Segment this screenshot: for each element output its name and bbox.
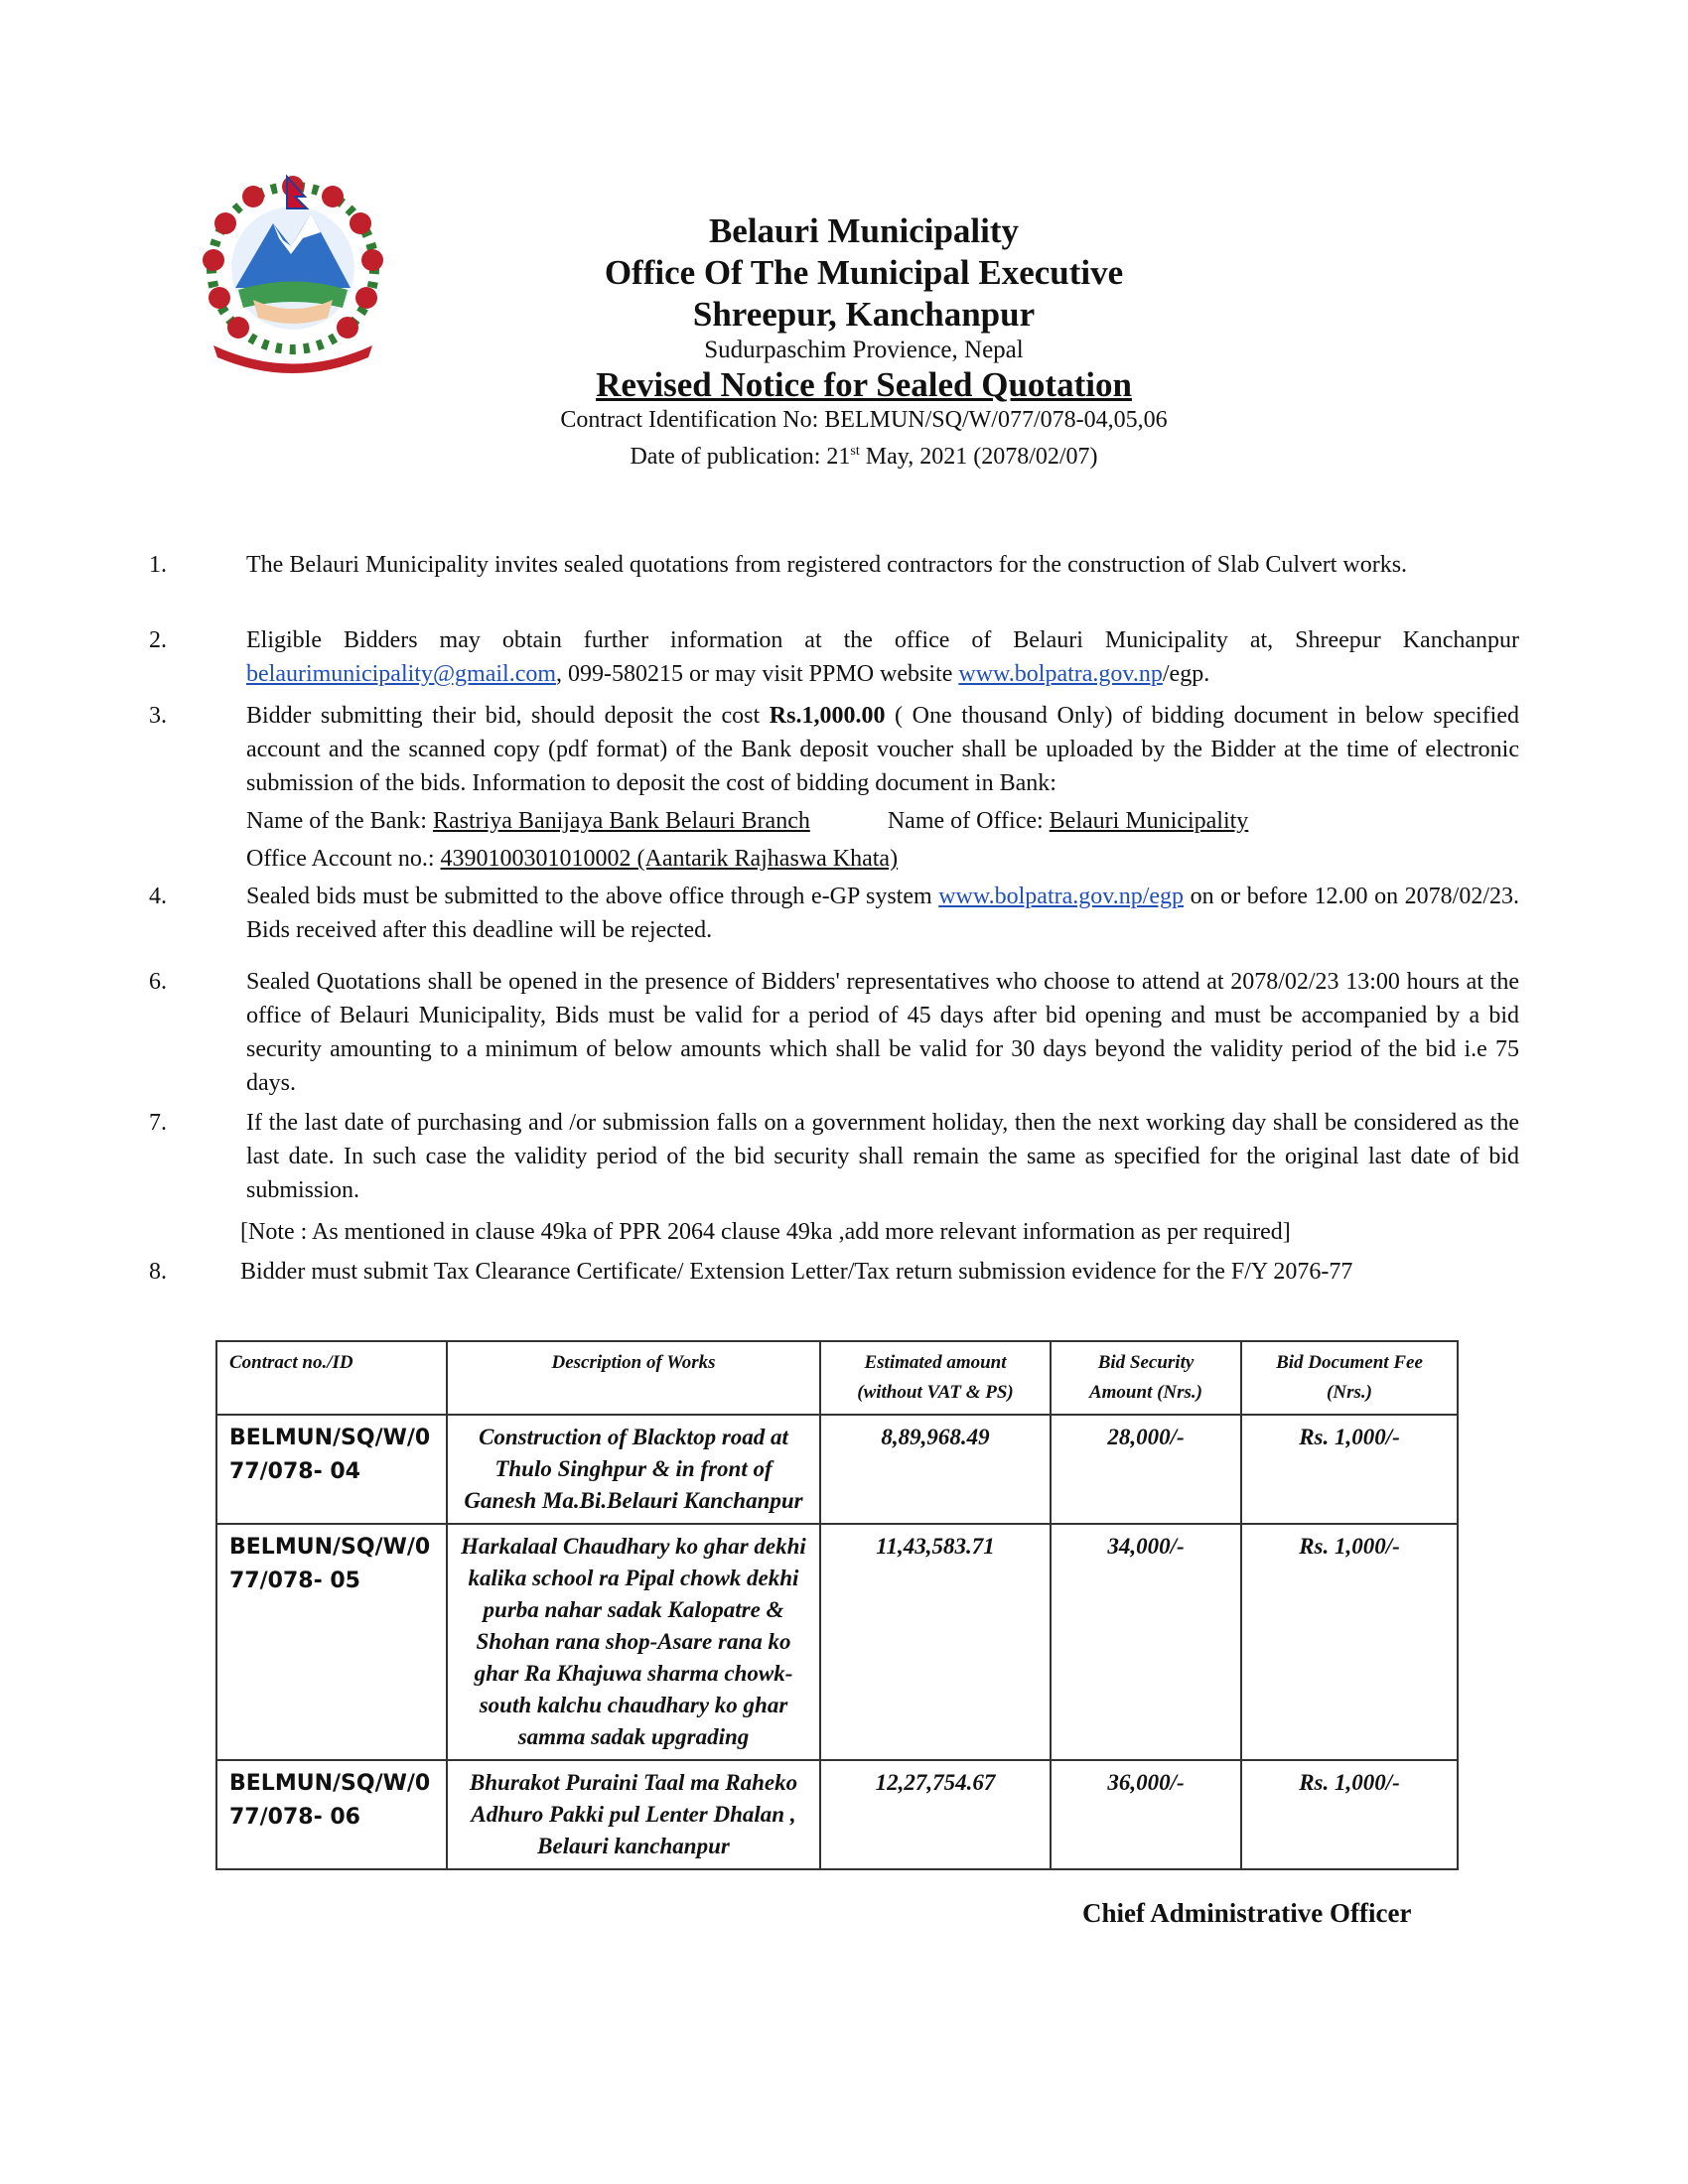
contract-id-value: BELMUN/SQ/W/077/078-04,05,06	[824, 407, 1168, 433]
doc-fee-cell: Rs. 1,000/-	[1241, 1524, 1458, 1760]
clause-number: 1.	[149, 552, 167, 578]
description-cell: Bhurakot Puraini Taal ma Raheko Adhuro Pakki pul Lenter Dhalan , Belauri kanchanpur	[447, 1760, 820, 1869]
col-header-text: (Nrs.)	[1327, 1382, 1372, 1403]
col-header-description: Description of Works	[447, 1341, 820, 1415]
clause-text-part: Eligible Bidders may obtain further information at the office of Belauri Municipality at, Shreepur Kanchanpur	[246, 627, 1519, 653]
clause-text: Bidder must submit Tax Clearance Certificate/ Extension Letter/Tax return submission evidence for the F/Y 2076-77	[240, 1259, 1353, 1285]
account-label: Office Account no.:	[246, 846, 441, 872]
bid-security-cell: 28,000/-	[1051, 1415, 1241, 1524]
clause-text: If the last date of purchasing and /or submission falls on a government holiday, then the next working day shall be considered as the last date. In such case the validity period of the bid security shall remain the same as specified for the original last date of bid submission.	[246, 1110, 1519, 1203]
estimated-amount-cell: 8,89,968.49	[820, 1415, 1051, 1524]
works-table	[215, 1340, 1459, 1870]
clause-text-part: on or before 12.00 on 2078/02/23. Bids received after this deadline will be rejected.	[246, 884, 1519, 943]
table-row	[216, 1760, 1458, 1869]
table-header-row	[216, 1341, 1458, 1415]
col-header-text: Estimated amount	[864, 1352, 1007, 1373]
province-line: Sudurpaschim Provience, Nepal	[704, 337, 1024, 363]
clause-text: The Belauri Municipality invites sealed quotations from registered contractors for the construction of Slab Culvert works.	[246, 552, 1408, 578]
table-row	[216, 1415, 1458, 1524]
account-line	[246, 842, 1519, 876]
publication-date-rest: May, 2021 (2078/02/07)	[859, 444, 1098, 470]
account-number: 4390100301010002 (Aantarik Rajhaswa Khata)	[440, 846, 899, 872]
table-row	[216, 1524, 1458, 1760]
col-header-text: (without VAT & PS)	[857, 1382, 1014, 1403]
office-name-value: Belauri Municipality	[1049, 808, 1249, 834]
doc-fee-cell: Rs. 1,000/-	[1241, 1760, 1458, 1869]
clause-text-part: , 099-580215 or may visit PPMO website	[556, 661, 959, 687]
notice-title: Revised Notice for Sealed Quotation	[596, 365, 1132, 404]
nepal-government-emblem-icon	[184, 169, 402, 377]
notice-header	[397, 210, 1331, 473]
estimated-amount-cell: 11,43,583.71	[820, 1524, 1051, 1760]
contract-identification	[397, 405, 1331, 436]
publication-date-suffix: st	[850, 444, 860, 459]
ppmo-website-link[interactable]: www.bolpatra.gov.np	[958, 661, 1163, 687]
col-header-text: Bid Document Fee	[1276, 1352, 1423, 1373]
email-link[interactable]: belaurimunicipality@gmail.com	[246, 661, 557, 687]
clause-number: 4.	[149, 884, 167, 909]
col-header-text: Amount (Nrs.)	[1088, 1382, 1203, 1403]
mountain-scene	[231, 206, 354, 330]
bid-security-cell: 34,000/-	[1051, 1524, 1241, 1760]
description-cell: Harkalaal Chaudhary ko ghar dekhi kalika school ra Pipal chowk dekhi purba nahar sadak Kalopatre & Shohan rana shop-Asare rana ko ghar Ra Khajuwa sharma chowk-south kalchu chaudhary ko ghar samma sadak upgrading	[447, 1524, 820, 1760]
clause-text-part: /egp.	[1162, 661, 1210, 687]
clause-number: 6.	[149, 969, 167, 995]
clause-text-part: Bidder submitting their bid, should deposit the cost	[246, 703, 770, 729]
col-header-contract-id: Contract no./ID	[216, 1341, 447, 1415]
clause-number: 2.	[149, 627, 167, 653]
office-name: Office Of The Municipal Executive	[604, 253, 1124, 292]
signature-title: Chief Administrative Officer	[1082, 1898, 1412, 1928]
office-location: Shreepur, Kanchanpur	[692, 295, 1036, 334]
contract-id-cell: BELMUN/SQ/W/077/078- 05	[216, 1524, 447, 1760]
ppr-note: [Note : As mentioned in clause 49ka of PPR 2064 clause 49ka ,add more relevant information as per required]	[240, 1219, 1291, 1245]
estimated-amount-cell: 12,27,754.67	[820, 1760, 1051, 1869]
description-cell: Construction of Blacktop road at Thulo Singhpur & in front of Ganesh Ma.Bi.Belauri Kanchanpur	[447, 1415, 820, 1524]
col-header-text: Bid Security	[1097, 1352, 1195, 1373]
municipality-name: Belauri Municipality	[708, 211, 1020, 250]
clause-number: 3.	[149, 703, 167, 729]
publication-date	[397, 436, 1331, 473]
clause-text	[246, 623, 1519, 691]
clause-text: Sealed Quotations shall be opened in the presence of Bidders' representatives who choose to attend at 2078/02/23 13:00 hours at the office of Belauri Municipality, Bids must be valid for a period of 45 days after bid opening and must be accompanied by a bid security amounting to a minimum of below amounts which shall be valid for 30 days beyond the validity period of the bid i.e 75 days.	[246, 969, 1519, 1096]
clause-number: 8.	[149, 1259, 167, 1285]
bank-name: Rastriya Banijaya Bank Belauri Branch	[432, 808, 810, 834]
contract-id-cell: BELMUN/SQ/W/077/078- 06	[216, 1760, 447, 1869]
clause-text-part: Sealed bids must be submitted to the above office through e-GP system	[246, 884, 939, 909]
clause-text	[246, 699, 1519, 876]
contract-id-cell: BELMUN/SQ/W/077/078- 04	[216, 1415, 447, 1524]
col-header-doc-fee	[1241, 1341, 1458, 1415]
clause-number: 7.	[149, 1110, 167, 1136]
egp-link[interactable]: www.bolpatra.gov.np/egp	[938, 884, 1185, 909]
bank-details-line	[246, 804, 1519, 838]
bank-label: Name of the Bank:	[246, 808, 433, 834]
bid-security-cell: 36,000/-	[1051, 1760, 1241, 1869]
clause-text	[246, 880, 1519, 947]
publication-date-label: Date of publication: 21	[630, 444, 851, 470]
contract-id-label: Contract Identification No:	[560, 407, 819, 433]
clause-text-part: ( One thousand Only) of bidding document in below specified account and the scanned copy (pdf format) of the Bank deposit voucher shall be uploaded by the Bidder at the time of electronic submission of the bids. Information to deposit the cost of bidding document in Bank:	[246, 703, 1520, 796]
doc-fee-cell: Rs. 1,000/-	[1241, 1415, 1458, 1524]
document-cost: Rs.1,000.00	[769, 703, 886, 729]
office-label: Name of Office:	[887, 808, 1050, 834]
col-header-bid-security	[1051, 1341, 1241, 1415]
col-header-estimated	[820, 1341, 1051, 1415]
